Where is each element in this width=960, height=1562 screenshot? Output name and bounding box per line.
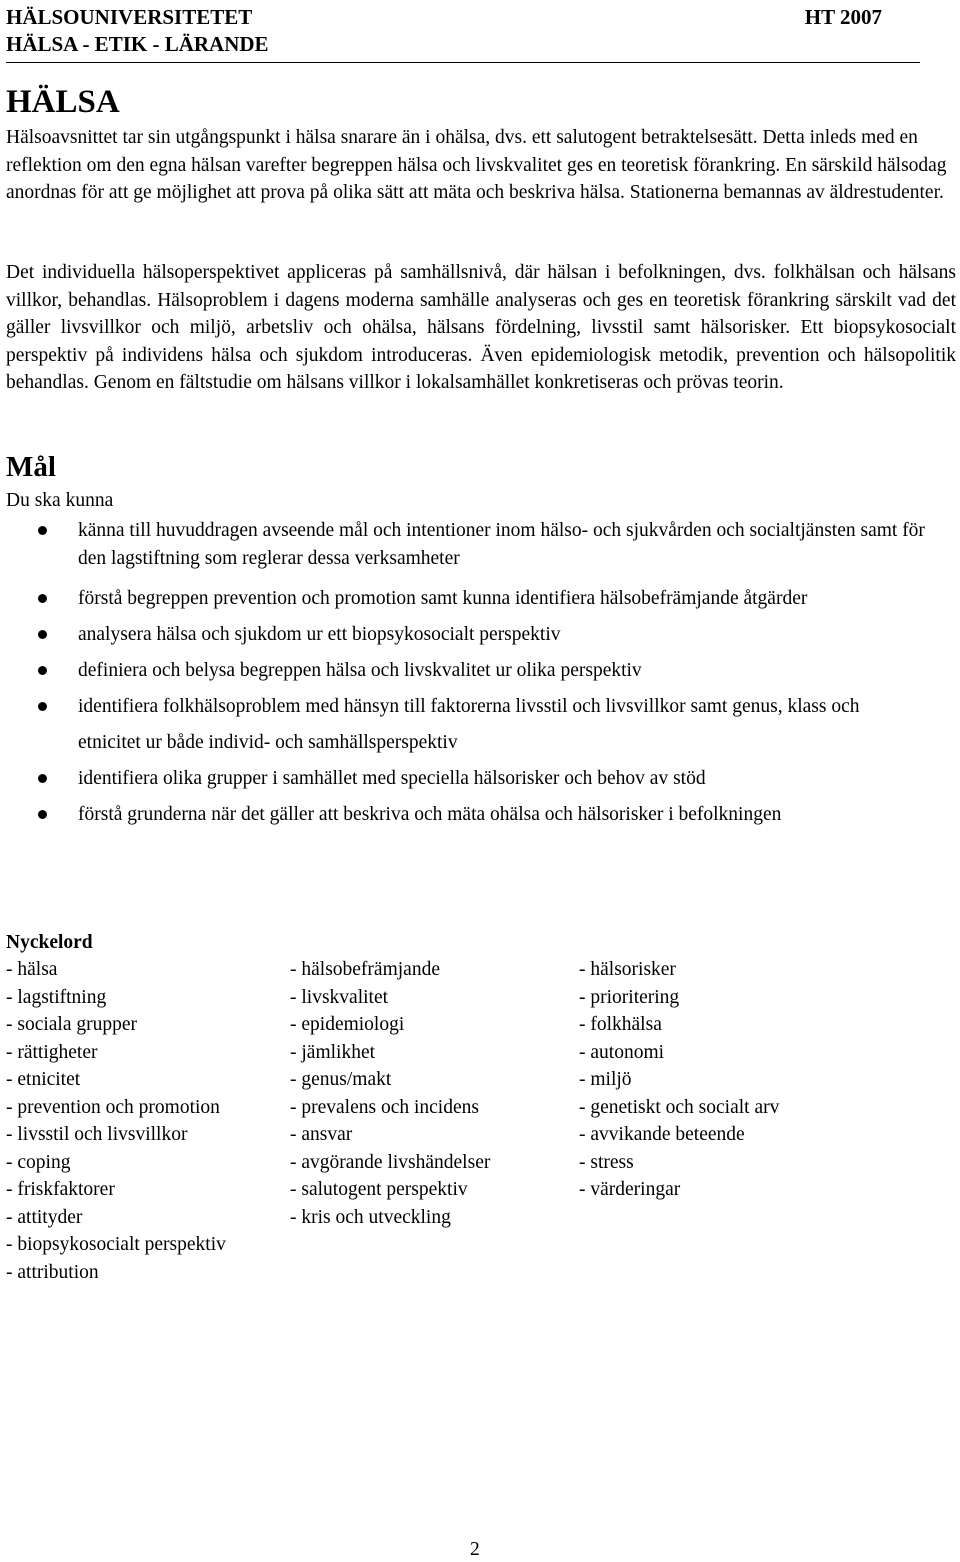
goal-item — [0, 761, 938, 797]
keyword-item: - etnicitet — [6, 1069, 81, 1090]
keyword-item: - jämlikhet — [290, 1041, 376, 1063]
goal-item — [0, 797, 838, 833]
bullet-icon — [38, 526, 47, 535]
goal-item — [0, 653, 938, 689]
term-label: HT 2007 — [804, 5, 882, 29]
paragraph-halsa-2: Det individuella hälsoperspektivet appliceras på samhällsnivå, där hälsan i befolkningen, dvs. folkhälsan och hälsans villkor, behandlas. Hälsoproblem i dagens moderna samhälle analyseras och ges en teoretisk förankring särskilt vad det gäller livsvillkor och miljö, arbetsliv och ohälsa, hälsans fördelning, livsstil samt hälsorisker. Ett biopsykosocialt perspektiv på individens hälsa och sjukdom introduceras. Även epidemiologisk metodik, prevention och hälsopolitik behandlas. Genom en fältstudie om hälsans villkor i lokalsamhället konkretiseras och prövas teorin. — [6, 262, 956, 393]
keyword-item: - rättigheter — [6, 1041, 98, 1063]
keyword-item: - prevention och promotion — [6, 1096, 220, 1118]
bullet-icon — [38, 810, 47, 819]
keyword-item: - lagstiftning — [6, 986, 107, 1008]
keyword-item: - autonomi — [579, 1041, 665, 1063]
goal-text: förstå begreppen prevention och promotion samt kunna identifiera hälsobefrämjande åtgärder — [78, 588, 808, 609]
keyword-item: - genus/makt — [290, 1069, 392, 1090]
goal-text: känna till huvuddragen avseende mål och intentioner inom hälso- och sjukvården och socialtjänsten samt för den lagstiftning som reglerar dessa verksamheter — [78, 520, 925, 569]
bullet-icon — [38, 666, 47, 675]
keyword-item: - avgörande livshändelser — [290, 1151, 491, 1173]
keyword-item: - friskfaktorer — [6, 1179, 115, 1200]
goal-text: analysera hälsa och sjukdom ur ett biopsykosocialt perspektiv — [78, 624, 561, 645]
keyword-item: - genetiskt och socialt arv — [579, 1096, 780, 1118]
goals-intro: Du ska kunna — [6, 490, 114, 511]
keyword-item: - livskvalitet — [290, 986, 389, 1008]
keyword-item: - ansvar — [290, 1124, 353, 1145]
keyword-item: - attribution — [6, 1261, 99, 1283]
keyword-item: - hälsa — [6, 959, 58, 980]
goal-text: identifiera folkhälsoproblem med hänsyn till faktorerna livsstil och livsvillkor samt genus, klass och etnicitet ur både individ- och samhällsperspektiv — [78, 696, 860, 753]
keywords-column-3 — [579, 956, 779, 1204]
goals-list — [0, 517, 960, 833]
keyword-item: - epidemiologi — [290, 1014, 405, 1035]
keyword-item: - hälsorisker — [579, 959, 676, 980]
bullet-icon — [38, 702, 47, 711]
keyword-item: - avvikande beteende — [579, 1124, 745, 1145]
keyword-item: - värderingar — [579, 1179, 681, 1200]
keyword-item: - folkhälsa — [579, 1014, 662, 1035]
keyword-item: - coping — [6, 1151, 71, 1173]
course-name: HÄLSA - ETIK - LÄRANDE — [6, 32, 269, 56]
goal-text: identifiera olika grupper i samhället med speciella hälsorisker och behov av stöd — [78, 768, 706, 789]
keyword-item: - miljö — [579, 1069, 632, 1090]
keyword-item: - stress — [579, 1151, 634, 1173]
section-title-halsa: HÄLSA — [6, 84, 120, 120]
paragraph-halsa-1: Hälsoavsnittet tar sin utgångspunkt i hälsa snarare än i ohälsa, dvs. ett salutogent betraktelsesätt. Detta inleds med en reflektion om den egna hälsan varefter begreppen hälsa och livskvalitet ges en teoretisk förankring. En särskild hälsodag anordnas för att ge möjlighet att prova på olika sätt att mäta och beskriva hälsa. Stationerna bemannas av äldrestudenter. — [6, 127, 947, 203]
page-header — [6, 4, 920, 63]
keywords-title: Nyckelord — [6, 932, 93, 953]
keyword-item: - prevalens och incidens — [290, 1096, 479, 1118]
keyword-item: - salutogent perspektiv — [290, 1179, 468, 1200]
keywords-column-2 — [290, 956, 490, 1231]
section-title-mal: Mål — [6, 451, 56, 483]
page-number: 2 — [470, 1539, 480, 1560]
goal-text: förstå grunderna när det gäller att beskriva och mäta ohälsa och hälsorisker i befolkningen — [78, 804, 782, 825]
keywords-column-1 — [6, 956, 226, 1286]
keyword-item: - livsstil och livsvillkor — [6, 1124, 188, 1145]
keyword-item: - prioritering — [579, 986, 680, 1008]
goal-item — [0, 689, 908, 761]
goal-item — [0, 617, 938, 653]
bullet-icon — [38, 594, 47, 603]
university-name: HÄLSOUNIVERSITETET — [6, 5, 253, 29]
keyword-item: - kris och utveckling — [290, 1206, 451, 1228]
goal-text: definiera och belysa begreppen hälsa och livskvalitet ur olika perspektiv — [78, 660, 642, 681]
goal-item — [0, 517, 938, 572]
goal-item — [0, 581, 918, 617]
keyword-item: - sociala grupper — [6, 1014, 138, 1035]
keyword-item: - attityder — [6, 1206, 83, 1228]
keyword-item: - hälsobefrämjande — [290, 959, 440, 980]
bullet-icon — [38, 774, 47, 783]
bullet-icon — [38, 630, 47, 639]
keyword-item: - biopsykosocialt perspektiv — [6, 1234, 226, 1255]
